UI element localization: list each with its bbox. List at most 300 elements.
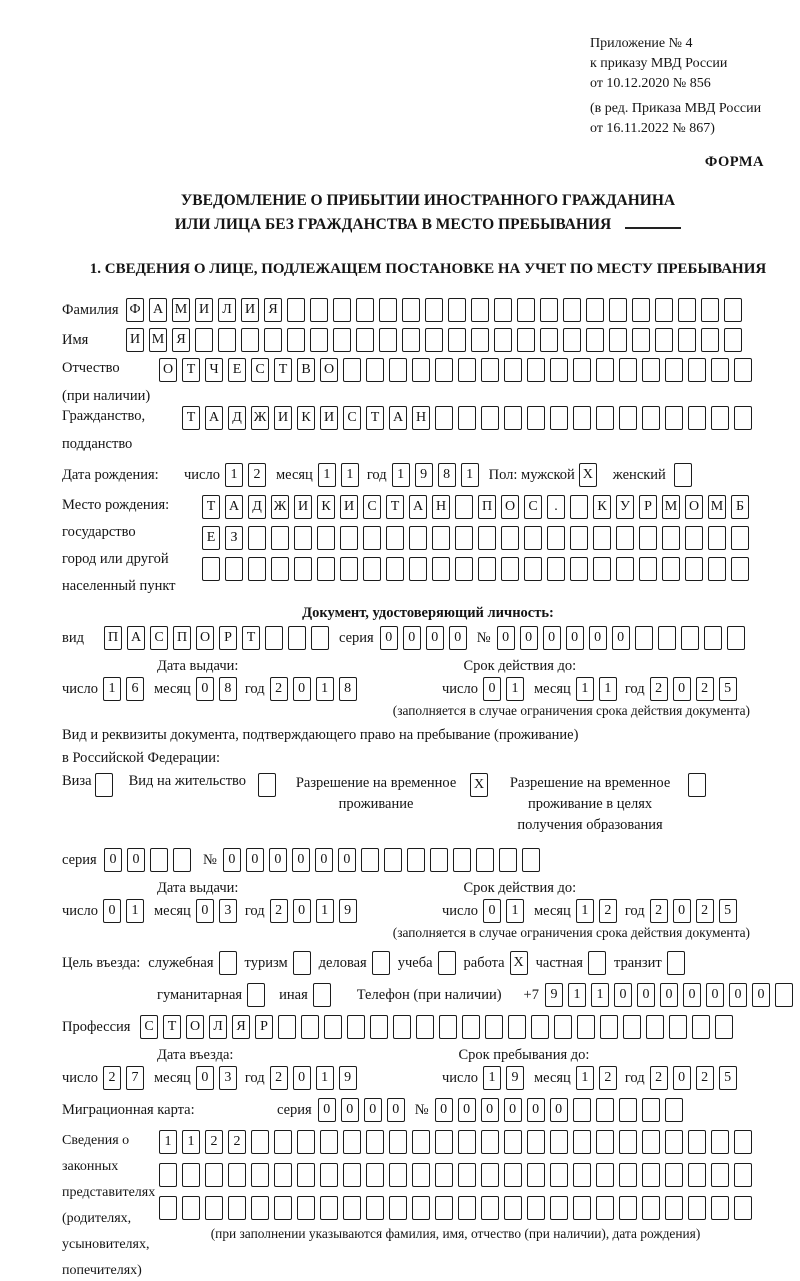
cell[interactable]: 0 (364, 1098, 382, 1122)
cell[interactable] (734, 1130, 752, 1154)
cell[interactable]: 2 (696, 899, 714, 923)
cell[interactable]: 0 (458, 1098, 476, 1122)
cell[interactable] (412, 358, 430, 382)
cell[interactable] (458, 1163, 476, 1187)
cell[interactable] (389, 1130, 407, 1154)
cell[interactable] (704, 626, 722, 650)
cell[interactable] (340, 526, 358, 550)
cell[interactable]: 0 (380, 626, 398, 650)
cell[interactable]: 8 (339, 677, 357, 701)
cell[interactable] (439, 1015, 457, 1039)
cell[interactable]: 2 (650, 1066, 668, 1090)
cell[interactable] (619, 1130, 637, 1154)
cell[interactable]: 2 (599, 1066, 617, 1090)
cell[interactable]: А (149, 298, 167, 322)
cell[interactable] (448, 298, 466, 322)
cell[interactable]: 0 (292, 848, 310, 872)
cell[interactable] (588, 951, 606, 975)
cell[interactable]: 0 (293, 677, 311, 701)
cell[interactable]: 1 (225, 463, 243, 487)
cell[interactable]: 0 (293, 899, 311, 923)
cell[interactable] (681, 626, 699, 650)
cell[interactable] (619, 1196, 637, 1220)
cell[interactable]: 2 (599, 899, 617, 923)
cell[interactable]: 0 (403, 626, 421, 650)
cell[interactable] (685, 526, 703, 550)
cell[interactable] (573, 1196, 591, 1220)
cell[interactable] (425, 328, 443, 352)
cell[interactable]: 5 (719, 1066, 737, 1090)
cell[interactable] (430, 848, 448, 872)
cell[interactable]: 1 (591, 983, 609, 1007)
cell[interactable]: Т (202, 495, 220, 519)
cell[interactable] (432, 557, 450, 581)
cell[interactable] (619, 1098, 637, 1122)
cell[interactable] (409, 557, 427, 581)
cell[interactable]: А (205, 406, 223, 430)
cell[interactable]: 0 (673, 1066, 691, 1090)
cell[interactable]: Я (172, 328, 190, 352)
cell[interactable] (372, 951, 390, 975)
cell[interactable] (619, 406, 637, 430)
cell[interactable]: З (225, 526, 243, 550)
cell[interactable]: 2 (270, 1066, 288, 1090)
cell[interactable]: Д (248, 495, 266, 519)
cell[interactable]: 0 (293, 1066, 311, 1090)
cell[interactable] (734, 1196, 752, 1220)
cell[interactable] (219, 951, 237, 975)
cell[interactable]: Ф (126, 298, 144, 322)
cell[interactable]: 3 (219, 1066, 237, 1090)
cell[interactable] (412, 1163, 430, 1187)
cell[interactable] (356, 328, 374, 352)
cell[interactable]: X (470, 773, 488, 797)
cell[interactable] (550, 1163, 568, 1187)
cell[interactable] (435, 1163, 453, 1187)
cell[interactable] (438, 951, 456, 975)
cell[interactable]: О (320, 358, 338, 382)
cell[interactable]: М (172, 298, 190, 322)
cell[interactable] (711, 1196, 729, 1220)
cell[interactable]: Р (639, 495, 657, 519)
cell[interactable]: Б (731, 495, 749, 519)
cell[interactable] (425, 298, 443, 322)
cell[interactable] (264, 328, 282, 352)
cell[interactable] (407, 848, 425, 872)
cell[interactable] (619, 358, 637, 382)
cell[interactable]: 1 (576, 1066, 594, 1090)
cell[interactable] (734, 358, 752, 382)
cell[interactable]: 0 (196, 899, 214, 923)
cell[interactable] (596, 1098, 614, 1122)
cell[interactable] (251, 1130, 269, 1154)
cell[interactable] (294, 557, 312, 581)
cell[interactable]: Д (228, 406, 246, 430)
cell[interactable] (550, 358, 568, 382)
cell[interactable]: 0 (269, 848, 287, 872)
cell[interactable] (596, 1163, 614, 1187)
cell[interactable] (540, 298, 558, 322)
cell[interactable] (639, 557, 657, 581)
cell[interactable]: 0 (223, 848, 241, 872)
cell[interactable]: О (196, 626, 214, 650)
cell[interactable] (642, 358, 660, 382)
cell[interactable]: 1 (103, 677, 121, 701)
cell[interactable]: 0 (387, 1098, 405, 1122)
cell[interactable] (586, 328, 604, 352)
cell[interactable]: И (294, 495, 312, 519)
cell[interactable] (205, 1196, 223, 1220)
cell[interactable]: С (140, 1015, 158, 1039)
cell[interactable] (563, 328, 581, 352)
cell[interactable] (688, 406, 706, 430)
cell[interactable] (333, 328, 351, 352)
cell[interactable] (366, 358, 384, 382)
cell[interactable]: 9 (415, 463, 433, 487)
cell[interactable] (540, 328, 558, 352)
cell[interactable] (635, 626, 653, 650)
cell[interactable] (159, 1196, 177, 1220)
cell[interactable] (361, 848, 379, 872)
cell[interactable]: Л (209, 1015, 227, 1039)
cell[interactable] (658, 626, 676, 650)
cell[interactable]: 2 (270, 899, 288, 923)
cell[interactable]: 1 (392, 463, 410, 487)
cell[interactable] (573, 1163, 591, 1187)
cell[interactable] (711, 1163, 729, 1187)
cell[interactable]: 1 (506, 677, 524, 701)
cell[interactable]: И (320, 406, 338, 430)
cell[interactable] (455, 495, 473, 519)
cell[interactable] (476, 848, 494, 872)
cell[interactable] (527, 406, 545, 430)
cell[interactable] (665, 1130, 683, 1154)
cell[interactable]: М (708, 495, 726, 519)
cell[interactable] (343, 1196, 361, 1220)
cell[interactable]: В (297, 358, 315, 382)
cell[interactable] (320, 1130, 338, 1154)
cell[interactable] (366, 1130, 384, 1154)
cell[interactable] (343, 1163, 361, 1187)
cell[interactable] (287, 328, 305, 352)
cell[interactable] (481, 1196, 499, 1220)
cell[interactable] (435, 1196, 453, 1220)
cell[interactable] (458, 406, 476, 430)
cell[interactable]: 0 (614, 983, 632, 1007)
cell[interactable] (593, 557, 611, 581)
cell[interactable]: 0 (706, 983, 724, 1007)
cell[interactable] (662, 557, 680, 581)
cell[interactable]: 1 (182, 1130, 200, 1154)
cell[interactable] (366, 1196, 384, 1220)
cell[interactable] (416, 1015, 434, 1039)
cell[interactable] (301, 1015, 319, 1039)
cell[interactable] (363, 557, 381, 581)
cell[interactable]: . (547, 495, 565, 519)
cell[interactable]: 1 (576, 677, 594, 701)
cell[interactable]: М (662, 495, 680, 519)
cell[interactable] (317, 526, 335, 550)
cell[interactable] (478, 557, 496, 581)
cell[interactable] (655, 328, 673, 352)
cell[interactable]: Я (264, 298, 282, 322)
cell[interactable] (504, 1163, 522, 1187)
cell[interactable] (504, 358, 522, 382)
cell[interactable] (225, 557, 243, 581)
cell[interactable] (310, 298, 328, 322)
cell[interactable]: 0 (683, 983, 701, 1007)
cell[interactable] (248, 526, 266, 550)
cell[interactable]: 1 (576, 899, 594, 923)
cell[interactable] (455, 557, 473, 581)
cell[interactable] (642, 1098, 660, 1122)
cell[interactable]: Л (218, 298, 236, 322)
cell[interactable] (265, 626, 283, 650)
cell[interactable]: Т (163, 1015, 181, 1039)
cell[interactable]: 2 (228, 1130, 246, 1154)
cell[interactable] (389, 1196, 407, 1220)
cell[interactable] (570, 495, 588, 519)
cell[interactable]: X (579, 463, 597, 487)
cell[interactable] (596, 406, 614, 430)
cell[interactable] (662, 526, 680, 550)
cell[interactable] (504, 1196, 522, 1220)
cell[interactable] (313, 983, 331, 1007)
cell[interactable]: К (317, 495, 335, 519)
cell[interactable] (297, 1163, 315, 1187)
cell[interactable]: У (616, 495, 634, 519)
cell[interactable] (573, 358, 591, 382)
cell[interactable]: 2 (248, 463, 266, 487)
cell[interactable] (462, 1015, 480, 1039)
cell[interactable] (727, 626, 745, 650)
cell[interactable]: 0 (637, 983, 655, 1007)
cell[interactable] (494, 328, 512, 352)
cell[interactable]: Т (274, 358, 292, 382)
cell[interactable] (287, 298, 305, 322)
cell[interactable] (458, 1130, 476, 1154)
cell[interactable] (674, 463, 692, 487)
cell[interactable] (247, 983, 265, 1007)
cell[interactable]: И (195, 298, 213, 322)
cell[interactable]: А (389, 406, 407, 430)
cell[interactable]: 0 (318, 1098, 336, 1122)
cell[interactable] (522, 848, 540, 872)
cell[interactable]: 1 (341, 463, 359, 487)
cell[interactable] (288, 626, 306, 650)
cell[interactable] (665, 1196, 683, 1220)
cell[interactable]: 9 (506, 1066, 524, 1090)
cell[interactable] (596, 1130, 614, 1154)
cell[interactable] (531, 1015, 549, 1039)
cell[interactable] (708, 557, 726, 581)
cell[interactable]: А (127, 626, 145, 650)
cell[interactable] (573, 1098, 591, 1122)
cell[interactable]: С (343, 406, 361, 430)
cell[interactable] (409, 526, 427, 550)
cell[interactable] (195, 328, 213, 352)
cell[interactable] (481, 358, 499, 382)
cell[interactable] (619, 1163, 637, 1187)
cell[interactable] (202, 557, 220, 581)
cell[interactable] (311, 626, 329, 650)
cell[interactable]: 1 (599, 677, 617, 701)
cell[interactable] (639, 526, 657, 550)
cell[interactable]: 0 (673, 899, 691, 923)
cell[interactable]: 0 (104, 848, 122, 872)
cell[interactable] (524, 557, 542, 581)
cell[interactable] (646, 1015, 664, 1039)
cell[interactable]: 0 (246, 848, 264, 872)
cell[interactable] (293, 951, 311, 975)
cell[interactable] (775, 983, 793, 1007)
cell[interactable]: 2 (650, 677, 668, 701)
cell[interactable] (432, 526, 450, 550)
cell[interactable]: 1 (316, 677, 334, 701)
cell[interactable] (665, 406, 683, 430)
cell[interactable] (379, 328, 397, 352)
cell[interactable]: 0 (103, 899, 121, 923)
cell[interactable] (402, 298, 420, 322)
cell[interactable] (711, 406, 729, 430)
cell[interactable] (218, 328, 236, 352)
cell[interactable]: 2 (205, 1130, 223, 1154)
cell[interactable]: 0 (660, 983, 678, 1007)
cell[interactable] (494, 298, 512, 322)
cell[interactable]: Я (232, 1015, 250, 1039)
cell[interactable]: С (524, 495, 542, 519)
cell[interactable]: П (478, 495, 496, 519)
cell[interactable] (586, 298, 604, 322)
cell[interactable]: Т (242, 626, 260, 650)
cell[interactable] (248, 557, 266, 581)
cell[interactable] (711, 358, 729, 382)
cell[interactable] (182, 1163, 200, 1187)
cell[interactable] (317, 557, 335, 581)
cell[interactable] (228, 1163, 246, 1187)
cell[interactable] (384, 848, 402, 872)
cell[interactable]: 8 (219, 677, 237, 701)
cell[interactable] (343, 1130, 361, 1154)
cell[interactable] (731, 526, 749, 550)
cell[interactable]: 0 (550, 1098, 568, 1122)
cell[interactable] (573, 1130, 591, 1154)
cell[interactable]: 2 (696, 1066, 714, 1090)
cell[interactable] (95, 773, 113, 797)
cell[interactable] (570, 557, 588, 581)
cell[interactable] (448, 328, 466, 352)
cell[interactable]: 9 (545, 983, 563, 1007)
cell[interactable] (356, 298, 374, 322)
cell[interactable]: 5 (719, 899, 737, 923)
cell[interactable] (708, 526, 726, 550)
cell[interactable] (688, 1196, 706, 1220)
cell[interactable]: А (409, 495, 427, 519)
cell[interactable]: 0 (127, 848, 145, 872)
cell[interactable] (324, 1015, 342, 1039)
cell[interactable] (554, 1015, 572, 1039)
cell[interactable]: Е (228, 358, 246, 382)
cell[interactable] (258, 773, 276, 797)
cell[interactable] (389, 1163, 407, 1187)
cell[interactable] (593, 526, 611, 550)
cell[interactable] (731, 557, 749, 581)
cell[interactable] (271, 557, 289, 581)
cell[interactable] (665, 358, 683, 382)
cell[interactable] (481, 1163, 499, 1187)
cell[interactable]: 0 (543, 626, 561, 650)
cell[interactable] (665, 1098, 683, 1122)
cell[interactable]: Р (219, 626, 237, 650)
cell[interactable] (667, 951, 685, 975)
cell[interactable]: 0 (338, 848, 356, 872)
cell[interactable] (471, 298, 489, 322)
cell[interactable]: С (363, 495, 381, 519)
cell[interactable] (481, 406, 499, 430)
cell[interactable]: 0 (497, 626, 515, 650)
cell[interactable] (228, 1196, 246, 1220)
cell[interactable]: 2 (103, 1066, 121, 1090)
cell[interactable]: 2 (696, 677, 714, 701)
cell[interactable] (734, 1163, 752, 1187)
cell[interactable] (508, 1015, 526, 1039)
cell[interactable]: 0 (612, 626, 630, 650)
cell[interactable]: О (159, 358, 177, 382)
cell[interactable] (379, 298, 397, 322)
cell[interactable] (527, 1196, 545, 1220)
cell[interactable] (389, 358, 407, 382)
cell[interactable] (715, 1015, 733, 1039)
cell[interactable]: Е (202, 526, 220, 550)
cell[interactable]: Ч (205, 358, 223, 382)
cell[interactable] (701, 328, 719, 352)
cell[interactable] (632, 328, 650, 352)
cell[interactable]: С (150, 626, 168, 650)
cell[interactable] (524, 526, 542, 550)
cell[interactable] (504, 406, 522, 430)
cell[interactable]: М (149, 328, 167, 352)
cell[interactable]: 0 (673, 677, 691, 701)
cell[interactable] (669, 1015, 687, 1039)
cell[interactable] (724, 298, 742, 322)
cell[interactable]: 0 (504, 1098, 522, 1122)
cell[interactable]: Ж (271, 495, 289, 519)
cell[interactable] (596, 1196, 614, 1220)
cell[interactable] (688, 358, 706, 382)
cell[interactable]: 0 (196, 1066, 214, 1090)
cell[interactable] (343, 358, 361, 382)
cell[interactable] (435, 406, 453, 430)
cell[interactable]: 0 (196, 677, 214, 701)
cell[interactable] (370, 1015, 388, 1039)
cell[interactable] (159, 1163, 177, 1187)
cell[interactable]: 0 (481, 1098, 499, 1122)
cell[interactable] (412, 1196, 430, 1220)
cell[interactable] (471, 328, 489, 352)
cell[interactable] (685, 557, 703, 581)
cell[interactable] (642, 1163, 660, 1187)
cell[interactable] (642, 1196, 660, 1220)
cell[interactable] (724, 328, 742, 352)
cell[interactable] (173, 848, 191, 872)
cell[interactable]: 5 (719, 677, 737, 701)
cell[interactable]: 0 (520, 626, 538, 650)
cell[interactable] (665, 1163, 683, 1187)
cell[interactable]: X (510, 951, 528, 975)
cell[interactable]: 0 (729, 983, 747, 1007)
cell[interactable]: Т (386, 495, 404, 519)
cell[interactable]: 0 (527, 1098, 545, 1122)
